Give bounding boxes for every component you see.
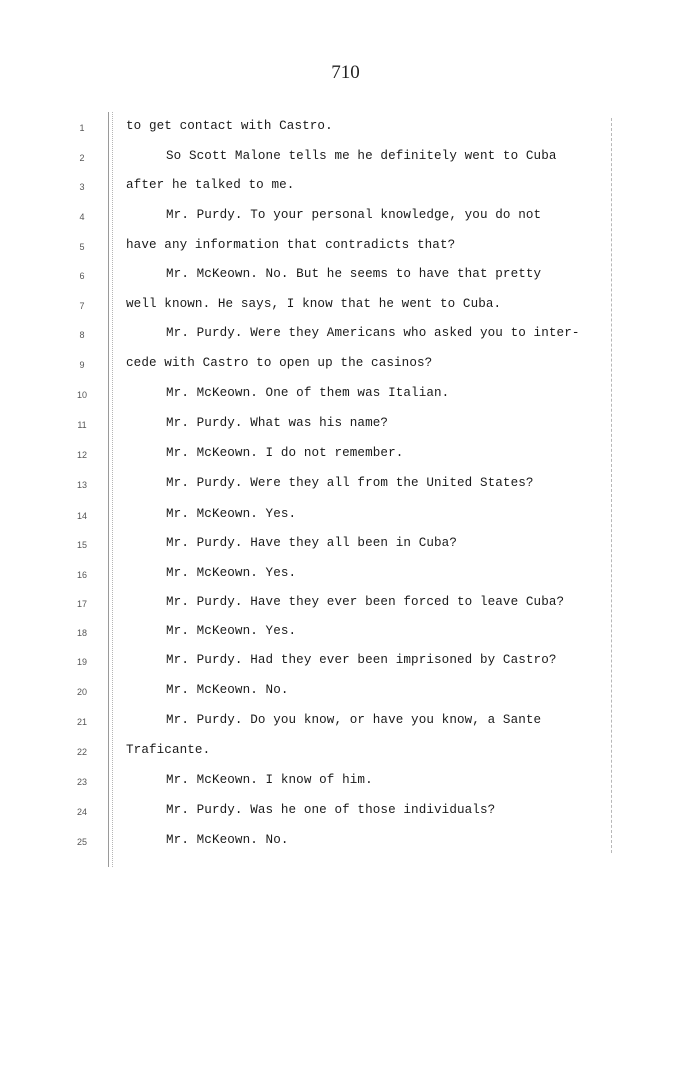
line-number: 19: [76, 657, 87, 667]
line-text: Mr. McKeown. No. But he seems to have that pretty: [166, 267, 542, 281]
line-number: 8: [79, 330, 85, 340]
line-text: Mr. McKeown. Yes.: [166, 624, 297, 638]
line-number: 4: [79, 212, 85, 222]
line-number: 15: [76, 540, 87, 550]
line-number: 9: [79, 360, 85, 370]
line-number: 20: [76, 687, 87, 697]
left-margin-rule: [108, 112, 113, 867]
line-number: 16: [76, 570, 87, 580]
page-number: 710: [331, 62, 360, 83]
line-number: 14: [76, 511, 87, 521]
line-number: 12: [76, 450, 87, 460]
line-number: 18: [76, 628, 87, 638]
line-text: Mr. McKeown. I know of him.: [166, 773, 373, 787]
line-text: Mr. McKeown. Yes.: [166, 507, 297, 521]
line-number: 17: [76, 599, 87, 609]
line-number: 11: [77, 420, 87, 430]
line-text: Mr. Purdy. Were they all from the United States?: [166, 476, 534, 490]
line-number: 13: [76, 480, 87, 490]
line-number: 3: [79, 182, 85, 192]
line-text: Mr. Purdy. Do you know, or have you know, a Sante: [166, 713, 542, 727]
line-number: 24: [76, 807, 87, 817]
line-text: have any information that contradicts that?: [126, 238, 456, 252]
line-number: 5: [79, 242, 85, 252]
line-text: Mr. Purdy. To your personal knowledge, you do not: [166, 208, 542, 222]
line-number: 1: [79, 123, 85, 133]
right-margin-rule: [611, 118, 612, 853]
line-text: cede with Castro to open up the casinos?: [126, 356, 433, 370]
line-number: 7: [79, 301, 85, 311]
line-text: after he talked to me.: [126, 178, 295, 192]
line-number: 23: [76, 777, 87, 787]
line-text: well known. He says, I know that he went to Cuba.: [126, 297, 502, 311]
line-text: to get contact with Castro.: [126, 119, 333, 133]
line-text: Mr. McKeown. I do not remember.: [166, 446, 404, 460]
line-text: Mr. Purdy. Have they all been in Cuba?: [166, 536, 457, 550]
line-text: Mr. Purdy. Was he one of those individuals?: [166, 803, 496, 817]
line-text: So Scott Malone tells me he definitely went to Cuba: [166, 149, 557, 163]
line-number: 21: [76, 717, 87, 727]
line-text: Mr. McKeown. Yes.: [166, 566, 297, 580]
line-number: 2: [79, 153, 85, 163]
line-number: 22: [76, 747, 87, 757]
line-text: Mr. Purdy. Had they ever been imprisoned by Castro?: [166, 653, 557, 667]
line-text: Traficante.: [126, 743, 211, 757]
line-text: Mr. McKeown. One of them was Italian.: [166, 386, 450, 400]
line-text: Mr. McKeown. No.: [166, 833, 289, 847]
line-number: 6: [79, 271, 85, 281]
line-number: 10: [76, 390, 87, 400]
line-number: 25: [76, 837, 87, 847]
line-text: Mr. Purdy. Have they ever been forced to leave Cuba?: [166, 595, 565, 609]
line-text: Mr. Purdy. Were they Americans who asked you to inter-: [166, 326, 580, 340]
line-text: Mr. Purdy. What was his name?: [166, 416, 389, 430]
line-text: Mr. McKeown. No.: [166, 683, 289, 697]
